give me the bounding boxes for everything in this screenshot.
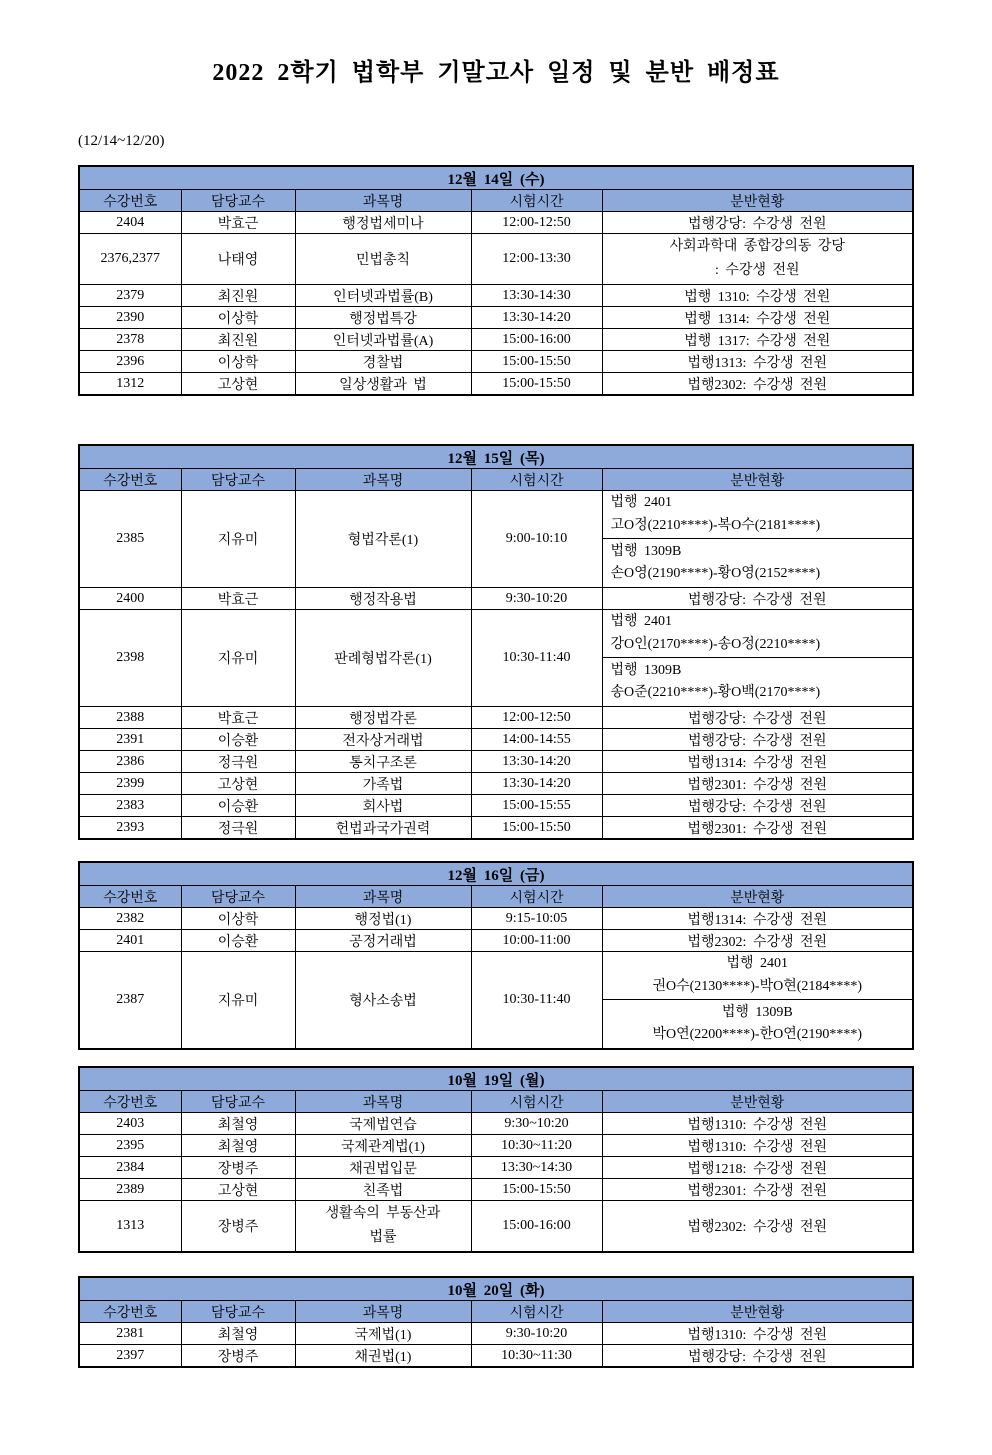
course-no-cell: 2387 <box>79 952 181 1050</box>
professor-cell: 고상현 <box>181 373 295 396</box>
status-cell: 법행2301: 수강생 전원 <box>602 773 913 795</box>
table-row <box>79 1323 913 1345</box>
column-header-exam-time: 시험시간 <box>471 190 602 212</box>
professor-cell: 정극원 <box>181 817 295 840</box>
professor-cell: 이승환 <box>181 729 295 751</box>
status-cell: 법행1313: 수강생 전원 <box>602 351 913 373</box>
course-no-cell: 2401 <box>79 930 181 952</box>
column-header-exam-time: 시험시간 <box>471 886 602 908</box>
column-header-row <box>79 190 913 212</box>
status-cell: 법행1314: 수강생 전원 <box>602 908 913 930</box>
table-row <box>79 1201 913 1253</box>
subject-cell: 공정거래법 <box>295 930 471 952</box>
range-line: 강O인(2170****)-송O정(2210****) <box>610 636 821 652</box>
range-line: 손O영(2190****)-황O영(2152****) <box>610 566 821 582</box>
exam-time-cell: 12:00-12:50 <box>471 212 602 234</box>
date-range-label: (12/14~12/20) <box>78 133 165 149</box>
course-no-cell: 2390 <box>79 307 181 329</box>
column-header-professor: 담당교수 <box>181 1301 295 1323</box>
exam-time-cell: 9:15-10:05 <box>471 908 602 930</box>
table-row <box>79 773 913 795</box>
subject-cell <box>295 1201 471 1253</box>
subject-cell: 경찰법 <box>295 351 471 373</box>
course-no-cell: 2386 <box>79 751 181 773</box>
subject-cell: 형사소송법 <box>295 952 471 1050</box>
professor-cell: 최진원 <box>181 285 295 307</box>
column-header-course-no: 수강번호 <box>79 469 181 491</box>
exam-time-cell: 15:00-15:50 <box>471 373 602 396</box>
status-cell: 법행2302: 수강생 전원 <box>602 930 913 952</box>
table-row <box>79 751 913 773</box>
status-cell: 법행강당: 수강생 전원 <box>602 707 913 729</box>
column-header-row <box>79 1301 913 1323</box>
exam-time-cell: 13:30-14:20 <box>471 773 602 795</box>
status-line: 사회과학대 종합강의동 강당 <box>669 239 845 254</box>
table-date-header: 10월 19일 (월) <box>79 1067 913 1091</box>
professor-cell: 지유미 <box>181 610 295 707</box>
table-row <box>79 817 913 840</box>
section-subcell <box>603 1000 913 1048</box>
table-date-header: 12월 16일 (금) <box>79 862 913 886</box>
section-subcell <box>603 539 913 587</box>
subject-line: 생활속의 부동산과 <box>325 1206 441 1221</box>
column-header-professor: 담당교수 <box>181 1091 295 1113</box>
column-header-subject: 과목명 <box>295 1091 471 1113</box>
range-line: 고O정(2210****)-복O수(2181****) <box>610 517 821 533</box>
table-row <box>79 373 913 396</box>
subject-cell: 형법각론(1) <box>295 491 471 588</box>
column-header-sections: 분반현황 <box>602 1091 913 1113</box>
table-row <box>79 729 913 751</box>
table-row <box>79 952 913 1050</box>
professor-cell: 장병주 <box>181 1201 295 1253</box>
room-line: 법행 2401 <box>726 956 789 972</box>
table-row <box>79 930 913 952</box>
status-cell: 법행강당: 수강생 전원 <box>602 212 913 234</box>
status-cell: 법행2301: 수강생 전원 <box>602 1179 913 1201</box>
exam-time-cell: 13:30-14:20 <box>471 751 602 773</box>
table-row <box>79 212 913 234</box>
subject-cell: 행정법세미나 <box>295 212 471 234</box>
professor-cell: 이상학 <box>181 307 295 329</box>
course-no-cell: 2378 <box>79 329 181 351</box>
subject-cell: 가족법 <box>295 773 471 795</box>
column-header-exam-time: 시험시간 <box>471 1301 602 1323</box>
subject-cell: 채권법(1) <box>295 1345 471 1368</box>
subject-cell: 국제법연습 <box>295 1113 471 1135</box>
exam-time-cell: 15:00-16:00 <box>471 1201 602 1253</box>
professor-cell: 고상현 <box>181 1179 295 1201</box>
room-line: 법행 2401 <box>610 495 673 511</box>
exam-time-cell: 10:30-11:40 <box>471 610 602 707</box>
status-cell: 법행1310: 수강생 전원 <box>602 1113 913 1135</box>
table-row <box>79 908 913 930</box>
table-row <box>79 588 913 610</box>
table-row <box>79 707 913 729</box>
section-subcell <box>603 610 913 658</box>
professor-cell: 최철영 <box>181 1113 295 1135</box>
table-row <box>79 795 913 817</box>
course-no-cell: 2400 <box>79 588 181 610</box>
column-header-professor: 담당교수 <box>181 469 295 491</box>
schedule-table-dec15 <box>78 444 914 840</box>
status-cell: 법행 1317: 수강생 전원 <box>602 329 913 351</box>
exam-time-cell: 13:30-14:30 <box>471 285 602 307</box>
course-no-cell: 2385 <box>79 491 181 588</box>
schedule-table-oct19 <box>78 1066 914 1253</box>
subject-cell: 헌법과국가권력 <box>295 817 471 840</box>
exam-time-cell: 15:00-15:50 <box>471 351 602 373</box>
room-line: 법행 1309B <box>610 543 682 559</box>
column-header-sections: 분반현황 <box>602 1301 913 1323</box>
status-line: : 수강생 전원 <box>715 263 800 278</box>
status-cell <box>602 610 913 707</box>
professor-cell: 이상학 <box>181 351 295 373</box>
range-line: 박O연(2200****)-한O연(2190****) <box>652 1027 863 1043</box>
column-header-sections: 분반현황 <box>602 190 913 212</box>
status-cell: 법행 1314: 수강생 전원 <box>602 307 913 329</box>
table-row <box>79 351 913 373</box>
course-no-cell: 2384 <box>79 1157 181 1179</box>
exam-time-cell: 12:00-13:30 <box>471 234 602 285</box>
professor-cell: 지유미 <box>181 952 295 1050</box>
professor-cell: 이승환 <box>181 930 295 952</box>
subject-cell: 인터넷과법률(B) <box>295 285 471 307</box>
course-no-cell: 2398 <box>79 610 181 707</box>
status-cell: 법행2301: 수강생 전원 <box>602 817 913 840</box>
table-row <box>79 329 913 351</box>
status-cell: 법행강당: 수강생 전원 <box>602 795 913 817</box>
subject-cell: 회사법 <box>295 795 471 817</box>
status-cell: 법행2302: 수강생 전원 <box>602 373 913 396</box>
course-no-cell: 2388 <box>79 707 181 729</box>
column-header-sections: 분반현황 <box>602 469 913 491</box>
exam-time-cell: 14:00-14:55 <box>471 729 602 751</box>
professor-cell: 고상현 <box>181 773 295 795</box>
professor-cell: 박효근 <box>181 588 295 610</box>
column-header-course-no: 수강번호 <box>79 190 181 212</box>
status-cell: 법행강당: 수강생 전원 <box>602 729 913 751</box>
subject-cell: 인터넷과법률(A) <box>295 329 471 351</box>
column-header-course-no: 수강번호 <box>79 886 181 908</box>
exam-time-cell: 12:00-12:50 <box>471 707 602 729</box>
column-header-exam-time: 시험시간 <box>471 469 602 491</box>
status-cell: 법행1310: 수강생 전원 <box>602 1323 913 1345</box>
schedule-table-dec14 <box>78 165 914 396</box>
table-row <box>79 610 913 707</box>
schedule-table-dec16 <box>78 861 914 1050</box>
professor-cell: 박효근 <box>181 707 295 729</box>
exam-time-cell: 10:30~11:20 <box>471 1135 602 1157</box>
subject-cell: 행정법특강 <box>295 307 471 329</box>
section-subcell <box>603 658 913 706</box>
professor-cell: 장병주 <box>181 1157 295 1179</box>
room-line: 법행 2401 <box>610 614 673 630</box>
table-row <box>79 491 913 588</box>
course-no-cell: 1313 <box>79 1201 181 1253</box>
exam-time-cell: 9:00-10:10 <box>471 491 602 588</box>
table-row <box>79 1179 913 1201</box>
column-header-subject: 과목명 <box>295 469 471 491</box>
column-header-row <box>79 886 913 908</box>
status-cell: 법행1314: 수강생 전원 <box>602 751 913 773</box>
range-line: 송O준(2210****)-황O백(2170****) <box>610 685 821 701</box>
exam-time-cell: 9:30-10:20 <box>471 1323 602 1345</box>
status-cell <box>602 491 913 588</box>
subject-line: 법률 <box>369 1230 397 1245</box>
course-no-cell: 2395 <box>79 1135 181 1157</box>
professor-cell: 최철영 <box>181 1135 295 1157</box>
exam-time-cell: 9:30-10:20 <box>471 588 602 610</box>
table-date-header: 12월 15일 (목) <box>79 445 913 469</box>
subject-cell: 통치구조론 <box>295 751 471 773</box>
table-row <box>79 234 913 285</box>
room-line: 법행 1309B <box>721 1004 793 1020</box>
exam-time-cell: 10:00-11:00 <box>471 930 602 952</box>
course-no-cell: 2382 <box>79 908 181 930</box>
section-subcell <box>603 952 913 1000</box>
table-row <box>79 1345 913 1368</box>
professor-cell: 최철영 <box>181 1323 295 1345</box>
subject-cell: 행정법각론 <box>295 707 471 729</box>
status-cell: 법행강당: 수강생 전원 <box>602 588 913 610</box>
course-no-cell: 2376,2377 <box>79 234 181 285</box>
room-line: 법행 1309B <box>610 662 682 678</box>
column-header-course-no: 수강번호 <box>79 1091 181 1113</box>
professor-cell: 최진원 <box>181 329 295 351</box>
table-date-header: 12월 14일 (수) <box>79 166 913 190</box>
table-row <box>79 1113 913 1135</box>
status-cell: 법행강당: 수강생 전원 <box>602 1345 913 1368</box>
exam-time-cell: 15:00-15:50 <box>471 817 602 840</box>
subject-cell: 국제관계법(1) <box>295 1135 471 1157</box>
status-cell <box>602 952 913 1050</box>
range-line: 권O수(2130****)-박O현(2184****) <box>652 978 863 994</box>
column-header-sections: 분반현황 <box>602 886 913 908</box>
course-no-cell: 2399 <box>79 773 181 795</box>
exam-time-cell: 10:30~11:30 <box>471 1345 602 1368</box>
course-no-cell: 2379 <box>79 285 181 307</box>
page-title: 2022 2학기 법학부 기말고사 일정 및 분반 배정표 <box>212 60 780 86</box>
column-header-subject: 과목명 <box>295 1301 471 1323</box>
schedule-table-oct20 <box>78 1276 914 1368</box>
subject-cell: 친족법 <box>295 1179 471 1201</box>
column-header-course-no: 수강번호 <box>79 1301 181 1323</box>
professor-cell: 이승환 <box>181 795 295 817</box>
exam-time-cell: 10:30-11:40 <box>471 952 602 1050</box>
course-no-cell: 2403 <box>79 1113 181 1135</box>
table-row <box>79 1135 913 1157</box>
course-no-cell: 2391 <box>79 729 181 751</box>
column-header-subject: 과목명 <box>295 886 471 908</box>
status-cell: 법행 1310: 수강생 전원 <box>602 285 913 307</box>
column-header-row <box>79 469 913 491</box>
professor-cell: 장병주 <box>181 1345 295 1368</box>
table-date-header: 10월 20일 (화) <box>79 1277 913 1301</box>
exam-time-cell: 15:00-15:50 <box>471 1179 602 1201</box>
professor-cell: 나태영 <box>181 234 295 285</box>
section-subcell <box>603 491 913 539</box>
status-cell: 법행1310: 수강생 전원 <box>602 1135 913 1157</box>
professor-cell: 이상학 <box>181 908 295 930</box>
professor-cell: 지유미 <box>181 491 295 588</box>
exam-time-cell: 13:30~14:30 <box>471 1157 602 1179</box>
status-cell <box>602 234 913 285</box>
subject-cell: 민법총칙 <box>295 234 471 285</box>
course-no-cell: 2389 <box>79 1179 181 1201</box>
status-cell: 법행2302: 수강생 전원 <box>602 1201 913 1253</box>
column-header-row <box>79 1091 913 1113</box>
table-row <box>79 307 913 329</box>
exam-time-cell: 15:00-16:00 <box>471 329 602 351</box>
exam-time-cell: 9:30~10:20 <box>471 1113 602 1135</box>
subject-cell: 일상생활과 법 <box>295 373 471 396</box>
course-no-cell: 2393 <box>79 817 181 840</box>
column-header-professor: 담당교수 <box>181 190 295 212</box>
table-row <box>79 285 913 307</box>
professor-cell: 박효근 <box>181 212 295 234</box>
course-no-cell: 2404 <box>79 212 181 234</box>
column-header-exam-time: 시험시간 <box>471 1091 602 1113</box>
professor-cell: 정극원 <box>181 751 295 773</box>
course-no-cell: 1312 <box>79 373 181 396</box>
exam-time-cell: 15:00-15:55 <box>471 795 602 817</box>
document-page <box>0 52 992 1455</box>
exam-time-cell: 13:30-14:20 <box>471 307 602 329</box>
subject-cell: 행정작용법 <box>295 588 471 610</box>
table-row <box>79 1157 913 1179</box>
course-no-cell: 2396 <box>79 351 181 373</box>
subject-cell: 행정법(1) <box>295 908 471 930</box>
subject-cell: 국제법(1) <box>295 1323 471 1345</box>
subject-cell: 채권법입문 <box>295 1157 471 1179</box>
column-header-professor: 담당교수 <box>181 886 295 908</box>
course-no-cell: 2397 <box>79 1345 181 1368</box>
status-cell: 법행1218: 수강생 전원 <box>602 1157 913 1179</box>
subject-cell: 판례형법각론(1) <box>295 610 471 707</box>
course-no-cell: 2383 <box>79 795 181 817</box>
course-no-cell: 2381 <box>79 1323 181 1345</box>
subject-cell: 전자상거래법 <box>295 729 471 751</box>
column-header-subject: 과목명 <box>295 190 471 212</box>
